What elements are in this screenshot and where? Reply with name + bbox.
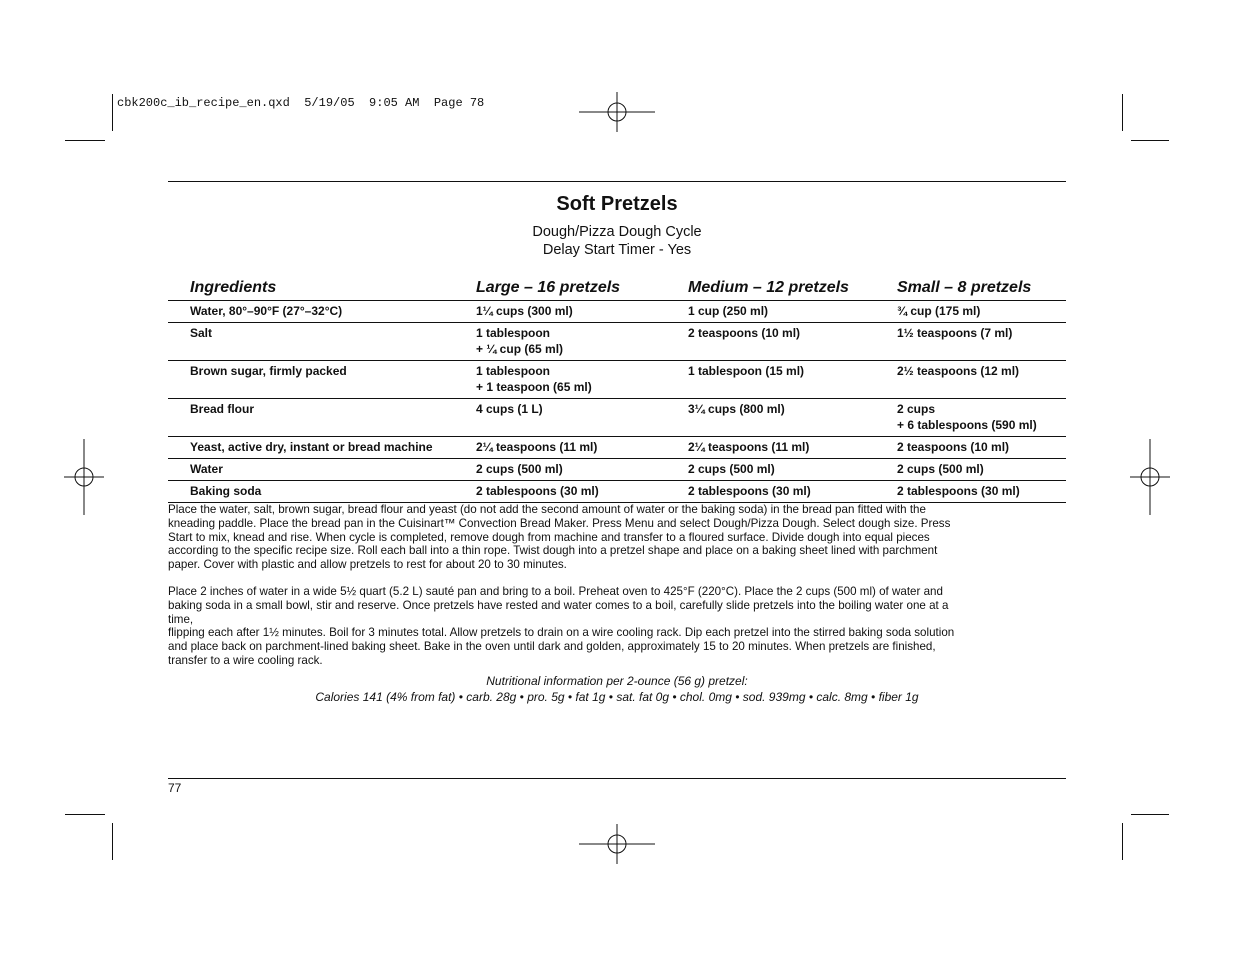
registration-mark-icon — [1112, 439, 1188, 515]
medium-amount: 2 teaspoons (10 ml) — [688, 323, 897, 361]
column-header-small: Small – 8 pretzels — [897, 276, 1066, 301]
registration-mark-icon — [46, 439, 122, 515]
large-amount: 1 tablespoon + 1 teaspoon (65 ml) — [476, 361, 688, 399]
ingredient-name: Baking soda — [168, 481, 476, 503]
nutrition-values: Calories 141 (4% from fat) • carb. 28g • pro. 5g • fat 1g • sat. fat 0g • chol. 0mg • sod. 939mg • calc. 8mg • fiber 1g — [315, 690, 919, 704]
small-amount: 2½ teaspoons (12 ml) — [897, 361, 1066, 399]
print-slug: cbk200c_ib_recipe_en.qxd 5/19/05 9:05 AM Page 78 — [117, 96, 485, 110]
table-row — [168, 399, 1066, 437]
medium-amount: 2 cups (500 ml) — [688, 459, 897, 481]
table-row — [168, 437, 1066, 459]
ingredient-name: Yeast, active dry, instant or bread machine — [168, 437, 476, 459]
page-number: 77 — [168, 781, 182, 795]
large-amount: 1¼ cups (300 ml) — [476, 301, 688, 323]
crop-mark — [112, 94, 113, 131]
small-amount: 2 tablespoons (30 ml) — [897, 481, 1066, 503]
small-amount: 2 cups (500 ml) — [897, 459, 1066, 481]
small-amount: ¾ cup (175 ml) — [897, 301, 1066, 323]
medium-amount: 2¼ teaspoons (11 ml) — [688, 437, 897, 459]
recipe-title: Soft Pretzels — [556, 193, 678, 215]
large-amount: 4 cups (1 L) — [476, 399, 688, 437]
table-row — [168, 323, 1066, 361]
ingredients-table — [168, 276, 1066, 503]
crop-mark — [112, 823, 113, 860]
large-amount: 2¼ teaspoons (11 ml) — [476, 437, 688, 459]
crop-mark — [1122, 823, 1123, 860]
large-amount: 2 tablespoons (30 ml) — [476, 481, 688, 503]
crop-mark — [65, 140, 105, 141]
ingredient-name: Brown sugar, firmly packed — [168, 361, 476, 399]
instructions-paragraph-1: Place the water, salt, brown sugar, bread flour and yeast (do not add the second amount of water or the baking soda) in the bread pan fitted with the kneading paddle. Place the bread pan in the Cuisinart™ Convection Bread Maker. Press Menu and select Dough/Pizza Dough. Select dough size. Press Start to mix, knead and rise. When cycle is completed, remove dough from machine and transfer to a floured surface. Divide dough into equal pieces according to the specific recipe size. Roll each ball into a thin rope. Twist dough into a pretzel shape and place on a baking sheet lined with parchment paper. Cover with plastic and allow pretzels to rest for about 20 to 30 minutes. — [168, 503, 951, 572]
medium-amount: 2 tablespoons (30 ml) — [688, 481, 897, 503]
registration-mark-icon — [579, 74, 655, 150]
recipe-delay-timer: Delay Start Timer - Yes — [542, 242, 692, 258]
table-row — [168, 361, 1066, 399]
nutrition-heading: Nutritional information per 2-ounce (56 g) pretzel: — [486, 674, 748, 688]
medium-amount: 1 tablespoon (15 ml) — [688, 361, 897, 399]
medium-amount: 1 cup (250 ml) — [688, 301, 897, 323]
crop-mark — [1131, 814, 1169, 815]
large-amount: 1 tablespoon + ¼ cup (65 ml) — [476, 323, 688, 361]
small-amount: 2 teaspoons (10 ml) — [897, 437, 1066, 459]
table-header-row — [168, 276, 1066, 301]
small-amount: 1½ teaspoons (7 ml) — [897, 323, 1066, 361]
table-row — [168, 459, 1066, 481]
medium-amount: 3¼ cups (800 ml) — [688, 399, 897, 437]
ingredient-name: Water, 80°–90°F (27°–32°C) — [168, 301, 476, 323]
column-header-ingredients: Ingredients — [168, 276, 476, 301]
instructions-paragraph-2: Place 2 inches of water in a wide 5½ quart (5.2 L) sauté pan and bring to a boil. Preheat oven to 425°F (220°C). Place the 2 cups (500 ml) of water and baking soda in a small bowl, stir and reserve. Once pretzels have rested and water comes to a boil, carefully slide pretzels into the boiling water one at a time, flipping each after 1½ minutes. Boil for 3 minutes total. Allow pretzels to drain on a wire cooling rack. Dip each pretzel into the stirred baking soda solution and place back on parchment-lined baking sheet. Bake in the oven until dark and golden, approximately 15 to 20 minutes. When pretzels are finished, transfer to a wire cooling rack. — [168, 585, 955, 667]
crop-mark — [65, 814, 105, 815]
registration-mark-icon — [579, 806, 655, 882]
table-row — [168, 301, 1066, 323]
crop-mark — [1122, 94, 1123, 131]
column-header-large: Large – 16 pretzels — [476, 276, 688, 301]
top-rule — [168, 181, 1066, 182]
ingredient-name: Bread flour — [168, 399, 476, 437]
small-amount: 2 cups + 6 tablespoons (590 ml) — [897, 399, 1066, 437]
column-header-medium: Medium – 12 pretzels — [688, 276, 897, 301]
ingredient-name: Water — [168, 459, 476, 481]
ingredient-name: Salt — [168, 323, 476, 361]
large-amount: 2 cups (500 ml) — [476, 459, 688, 481]
crop-mark — [1131, 140, 1169, 141]
recipe-cycle: Dough/Pizza Dough Cycle — [532, 224, 702, 240]
table-row — [168, 481, 1066, 503]
bottom-rule — [168, 778, 1066, 779]
